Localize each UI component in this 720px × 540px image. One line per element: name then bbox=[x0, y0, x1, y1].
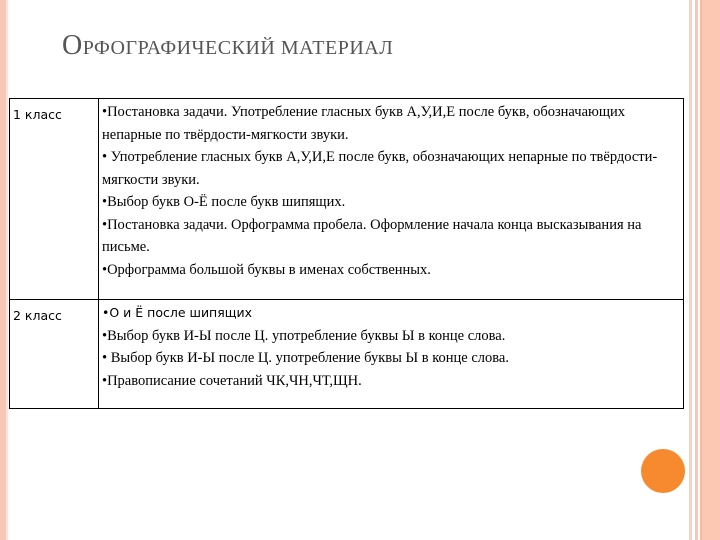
content-cell bbox=[99, 300, 684, 409]
grade-cell: 1 класс bbox=[10, 99, 99, 300]
title-initial: О bbox=[62, 30, 83, 61]
right-frame-line bbox=[689, 0, 692, 540]
right-decorative-bar bbox=[700, 0, 720, 540]
list-item: •Выбор букв О-Ё после букв шипящих. bbox=[102, 194, 346, 210]
title-rest: РФОГРАФИЧЕСКИЙ МАТЕРИАЛ bbox=[82, 37, 394, 59]
table-row bbox=[10, 300, 684, 409]
right-frame-line bbox=[695, 0, 698, 540]
list-item: •О и Ё после шипящих bbox=[102, 305, 253, 320]
slide-title bbox=[62, 30, 393, 62]
list-item: •Постановка задачи. Орфограмма пробела. Оформление начала конца высказывания на письме. bbox=[102, 216, 642, 255]
table-row bbox=[10, 99, 684, 300]
list-item: •Правописание сочетаний ЧК,ЧН,ЧТ,ЩН. bbox=[102, 372, 362, 389]
orange-circle-decoration bbox=[641, 449, 685, 493]
list-item: •Постановка задачи. Употребление гласных букв А,У,И,Е после букв, обозначающих непарные по твёрдости-мягкости звуки. bbox=[102, 104, 626, 143]
list-item: • Употребление гласных букв А,У,И,Е после букв, обозначающих непарные по твёрдости-мягкости звуки. bbox=[102, 149, 658, 188]
list-item: •Выбор букв И-Ы после Ц. употребление буквы Ы в конце слова. bbox=[102, 327, 506, 344]
grade-cell: 2 класс bbox=[10, 300, 99, 409]
content-table bbox=[9, 98, 684, 409]
left-border-stripe bbox=[0, 0, 8, 540]
list-item: •Орфограмма большой буквы в именах собственных. bbox=[102, 261, 431, 278]
content-cell bbox=[99, 99, 684, 300]
list-item: • Выбор букв И-Ы после Ц. употребление буквы Ы в конце слова. bbox=[102, 350, 509, 366]
